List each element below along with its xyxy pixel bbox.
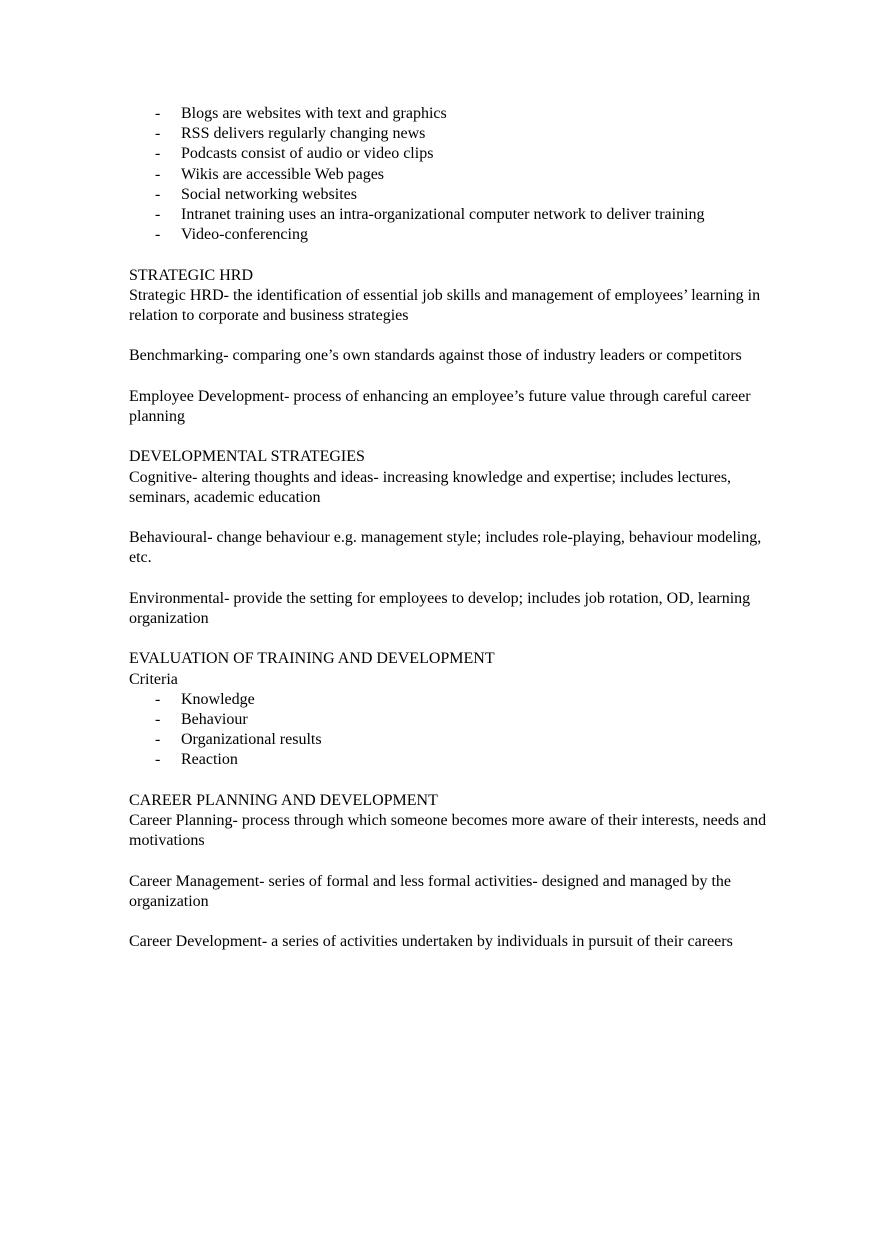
spacer (129, 427, 769, 447)
criteria-label: Criteria (129, 670, 178, 688)
employee-development-definition: Employee Development- process of enhancing an employee’s future value through careful career planning (129, 387, 751, 425)
spacer (129, 245, 769, 265)
list-dash: - (155, 185, 161, 203)
list-item (129, 690, 769, 710)
strategic-hrd-heading: STRATEGIC HRD (129, 266, 254, 284)
list-item-text: Blogs are websites with text and graphics (181, 105, 447, 122)
list-item (129, 185, 769, 205)
list-item-text: Wikis are accessible Web pages (181, 165, 385, 183)
list-dash: - (155, 226, 161, 244)
strategic-hrd-definition: Strategic HRD- the identification of essential job skills and management of employees’ learning in relation to corporate and business strategies (129, 286, 761, 325)
list-item (129, 710, 769, 730)
list-item-text: Organizational results (181, 731, 322, 749)
list-item-text: Behaviour (181, 710, 248, 728)
document-page (129, 104, 769, 952)
list-item (129, 225, 769, 245)
list-item-text: Knowledge (181, 690, 255, 708)
spacer (129, 912, 769, 932)
spacer (129, 508, 769, 528)
spacer (129, 851, 769, 871)
list-item-text: Reaction (181, 751, 238, 769)
career-planning-definition: Career Planning- process through which someone becomes more aware of their interests, needs and motivations (129, 811, 767, 850)
list-item-text: RSS delivers regularly changing news (181, 125, 426, 143)
list-item-text: Intranet training uses an intra-organizational computer network to deliver training (181, 206, 705, 224)
list-dash: - (155, 731, 161, 749)
list-dash: - (155, 105, 161, 122)
cognitive-definition: Cognitive- altering thoughts and ideas- increasing knowledge and expertise; includes lectures, seminars, academic education (129, 468, 732, 506)
list-dash: - (155, 751, 161, 769)
list-item (129, 730, 769, 750)
career-heading: CAREER PLANNING AND DEVELOPMENT (129, 791, 438, 809)
list-dash: - (155, 690, 161, 708)
spacer (129, 326, 769, 346)
list-item (129, 750, 769, 770)
spacer (129, 569, 769, 589)
spacer (129, 367, 769, 387)
list-item (129, 124, 769, 144)
list-dash: - (155, 206, 161, 224)
list-dash: - (155, 145, 161, 163)
criteria-list (129, 690, 769, 771)
list-item (129, 104, 769, 124)
developmental-strategies-heading: DEVELOPMENTAL STRATEGIES (129, 448, 365, 466)
list-item (129, 144, 769, 164)
behavioural-definition: Behavioural- change behaviour e.g. management style; includes role-playing, behaviour modeling, etc. (129, 529, 762, 567)
career-development-definition: Career Development- a series of activities undertaken by individuals in pursuit of their careers (129, 933, 733, 951)
environmental-definition: Environmental- provide the setting for employees to develop; includes job rotation, OD, learning organization (129, 589, 751, 627)
benchmarking-definition: Benchmarking- comparing one’s own standards against those of industry leaders or competitors (129, 347, 742, 365)
list-item-text: Video-conferencing (181, 226, 308, 244)
spacer (129, 629, 769, 649)
evaluation-heading: EVALUATION OF TRAINING AND DEVELOPMENT (129, 650, 495, 668)
list-item (129, 205, 769, 225)
career-management-definition: Career Management- series of formal and less formal activities- designed and managed by the organization (129, 872, 731, 910)
list-item-text: Social networking websites (181, 185, 357, 203)
spacer (129, 771, 769, 791)
list-dash: - (155, 125, 161, 143)
list-dash: - (155, 165, 161, 183)
list-dash: - (155, 710, 161, 728)
technology-list (129, 104, 769, 245)
list-item (129, 165, 769, 185)
list-item-text: Podcasts consist of audio or video clips (181, 145, 434, 163)
